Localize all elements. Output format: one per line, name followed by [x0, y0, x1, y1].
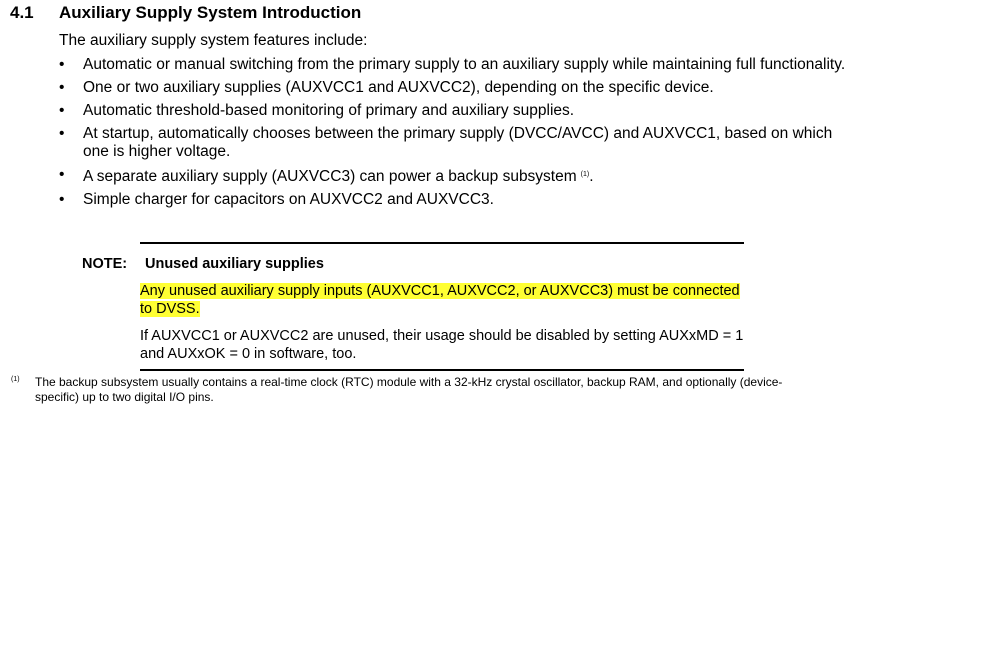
- list-item: [59, 79, 849, 97]
- list-item: [59, 166, 849, 186]
- bullet-icon: •: [59, 191, 65, 208]
- note-label: NOTE:: [82, 256, 128, 272]
- bullet-icon: •: [59, 79, 65, 96]
- list-item-text: One or two auxiliary supplies (AUXVCC1 and AUXVCC2), depending on the specific device.: [83, 79, 714, 96]
- list-item-text: A separate auxiliary supply (AUXVCC3) can power a backup subsystem: [83, 168, 577, 185]
- highlighted-text: Any unused auxiliary supply inputs (AUXVCC1, AUXVCC2, or AUXVCC3) must be connected to DVSS.: [140, 283, 740, 317]
- note-body-paragraph: If AUXVCC1 or AUXVCC2 are unused, their usage should be disabled by setting AUXxMD = 1 and AUXxOK = 0 in software, too.: [140, 328, 744, 362]
- bullet-icon: •: [59, 56, 65, 73]
- bullet-icon: •: [59, 102, 65, 119]
- note-top-rule: [140, 242, 744, 244]
- note-bottom-rule: [140, 369, 744, 371]
- intro-text: The auxiliary supply system features include:: [59, 32, 368, 49]
- list-item-text: Automatic or manual switching from the primary supply to an auxiliary supply while maintaining full functionality.: [83, 56, 846, 73]
- list-item: [59, 56, 849, 74]
- list-item-text: At startup, automatically chooses between the primary supply (DVCC/AVCC) and AUXVCC1, based on which one is higher voltage.: [83, 125, 833, 160]
- section-number: 4.1: [10, 3, 34, 22]
- note-title: Unused auxiliary supplies: [145, 256, 324, 272]
- footnote-text: The backup subsystem usually contains a real-time clock (RTC) module with a 32-kHz crystal oscillator, backup RAM, and optionally (device-specific) up to two digital I/O pins.: [35, 375, 783, 404]
- list-item: [59, 191, 849, 209]
- list-item-suffix: .: [589, 168, 594, 185]
- section-title: Auxiliary Supply System Introduction: [59, 3, 362, 22]
- bullet-icon: •: [59, 125, 65, 142]
- footnote-marker: (1): [11, 376, 20, 383]
- bullet-icon: •: [59, 166, 65, 183]
- footnote-reference: (1): [580, 171, 590, 178]
- list-item: [59, 102, 849, 120]
- note-highlighted-paragraph: [140, 282, 745, 318]
- list-item-text: Automatic threshold-based monitoring of primary and auxiliary supplies.: [83, 102, 575, 119]
- list-item: [59, 125, 849, 161]
- list-item-text: Simple charger for capacitors on AUXVCC2 and AUXVCC3.: [83, 191, 494, 208]
- feature-list: [59, 56, 849, 214]
